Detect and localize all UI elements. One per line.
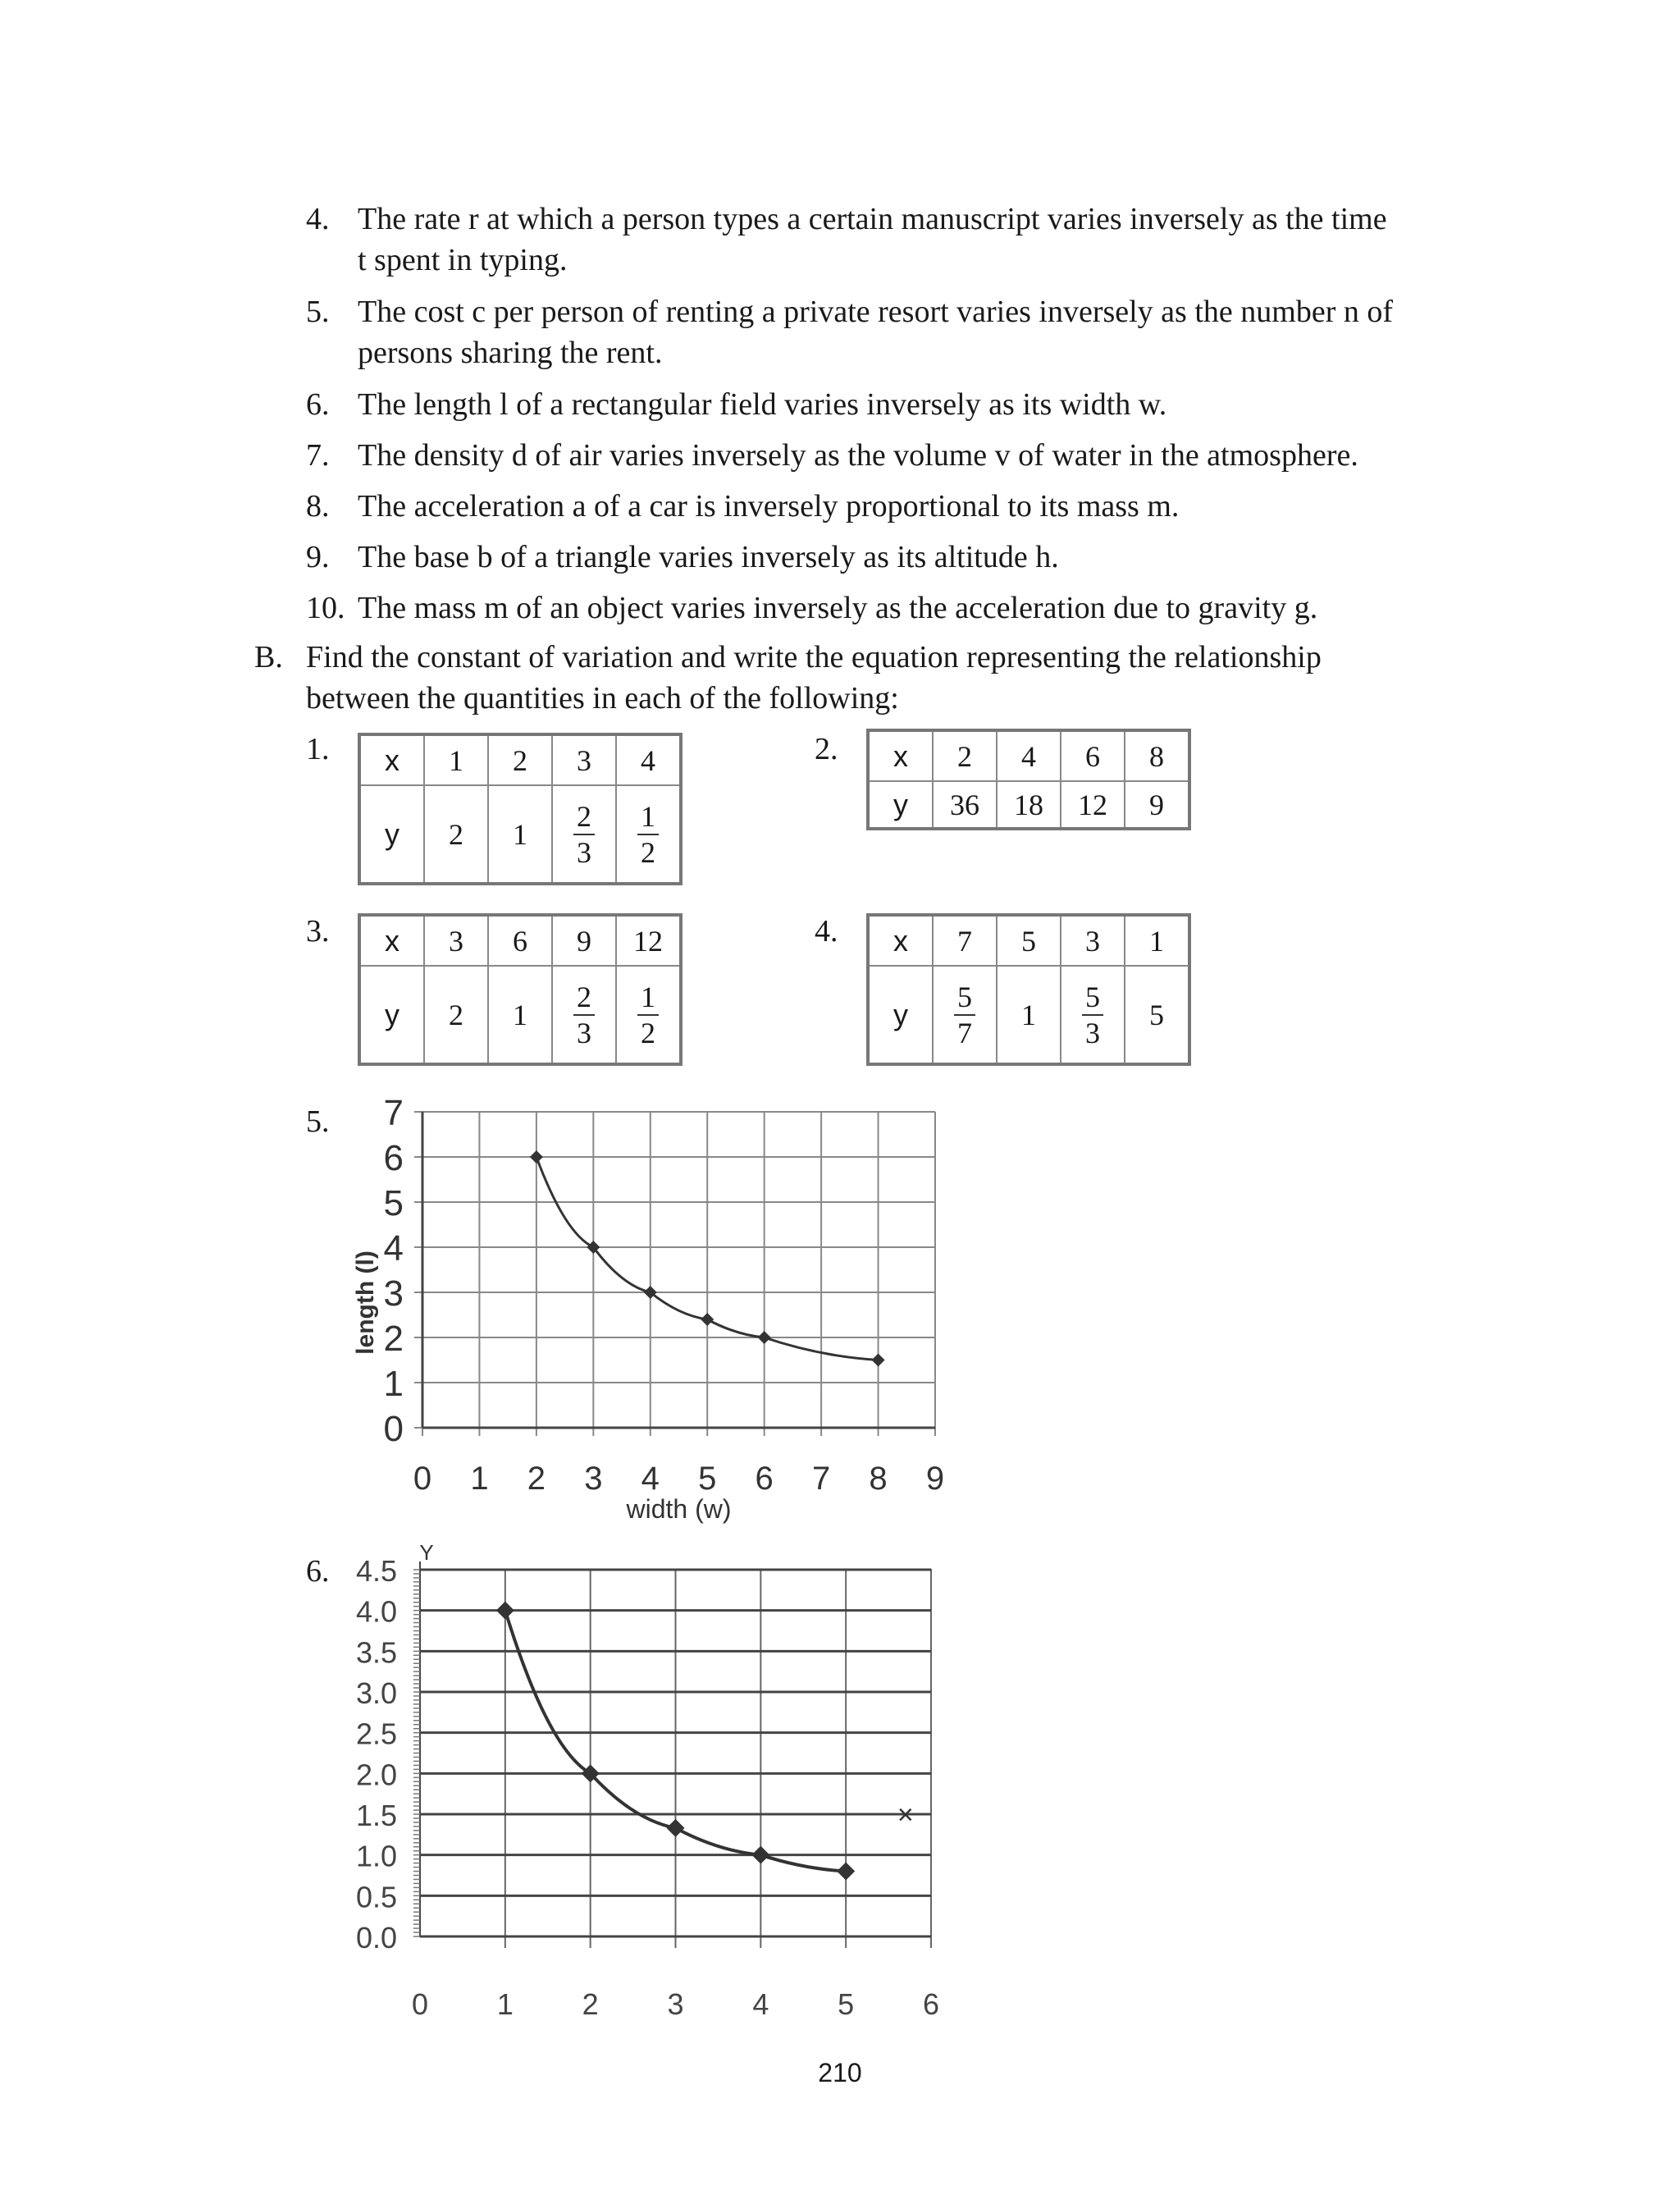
y-tick-label: 4 [383,1228,404,1269]
fraction [637,799,659,869]
x-label: x [868,915,933,966]
fraction [954,982,975,1048]
numerator: 2 [573,982,595,1016]
data-point [751,1846,769,1864]
item-text: The rate r at which a person types a certain manuscript varies inversely as the time [358,202,1387,236]
fraction-cell [933,966,997,1064]
value-cell: 9 [1125,781,1189,829]
y-tick-label: 1 [383,1364,404,1404]
item-text: The acceleration a of a car is inversely proportional to its mass m. [358,489,1180,523]
x-tick-label: 6 [922,1987,940,2021]
chart-y-vs-x [328,1530,952,2023]
numerator: 1 [637,982,659,1016]
table-row [359,966,681,1064]
value-cell: 1 [488,966,552,1064]
y-tick-label: 3.0 [355,1676,397,1710]
value-cell: 2 [424,966,488,1064]
item-number: 10. [306,591,345,625]
fraction [573,799,595,869]
data-point [758,1331,771,1344]
value-cell: 6 [1061,730,1125,781]
value-cell: 36 [933,781,997,829]
data-point [496,1602,514,1620]
value-cell: 7 [933,915,997,966]
table-row [868,966,1189,1064]
value-cell: 6 [488,915,552,966]
y-tick-label: 2.0 [355,1758,397,1792]
value-cell: 3 [424,915,488,966]
x-tick-label: 2 [582,1987,599,2021]
y-axis-title: Y [419,1540,434,1565]
table-row [868,781,1189,829]
x-tick-label: 1 [470,1461,489,1497]
chart-length-vs-width [328,1083,952,1543]
y-tick-label: 3.5 [355,1635,397,1670]
legend-marker: × [897,1799,914,1831]
value-cell: 4 [997,730,1061,781]
y-label: y [868,781,933,829]
x-tick-label: 5 [698,1461,717,1497]
y-tick-label: 4.0 [355,1594,397,1629]
numerator: 2 [573,802,595,835]
y-tick-label: 2 [383,1319,404,1359]
y-tick-label: 0 [383,1409,404,1449]
y-tick-label: 7 [383,1093,404,1133]
value-cell: 12 [1061,781,1125,829]
x-axis-label: width (w) [626,1494,732,1524]
xy-table [358,913,682,1066]
table-row [359,785,681,884]
item-number: 9. [306,540,330,574]
item-text: The length l of a rectangular field varies inversely as its width w. [358,387,1167,422]
y-tick-label: 4.5 [355,1554,397,1588]
x-tick-label: 6 [755,1461,774,1497]
y-tick-label: 6 [383,1138,404,1178]
value-cell: 1 [1125,915,1189,966]
table-row [359,734,681,785]
data-point [872,1354,885,1367]
table-row [868,730,1189,781]
chart-5-number: 5. [306,1104,330,1139]
value-cell: 12 [616,915,681,966]
fraction [573,982,595,1048]
chart-6-number: 6. [306,1554,330,1589]
section-b-instruction-line-1: Find the constant of variation and write the equation representing the relationship [306,640,1322,674]
x-label: x [359,915,424,966]
item-text: The base b of a triangle varies inversely as its altitude h. [358,540,1059,574]
value-cell: 5 [997,915,1061,966]
xy-table [866,913,1191,1066]
y-tick-label: 1.5 [355,1799,397,1832]
fraction-cell [616,785,681,884]
value-cell: 1 [488,785,552,884]
section-b-instruction-line-2: between the quantities in each of the following: [306,681,899,716]
x-tick-label: 7 [811,1461,831,1497]
x-tick-label: 3 [667,1987,684,2021]
x-label: x [359,734,424,785]
numerator: 5 [1082,982,1103,1016]
y-tick-label: 0.0 [355,1921,397,1955]
numerator: 1 [637,802,659,835]
denominator: 3 [1085,1016,1100,1049]
value-cell: 2 [933,730,997,781]
value-cell: 3 [1061,915,1125,966]
item-text: The cost c per person of renting a private resort varies inversely as the number n of [358,295,1393,329]
y-tick-label: 3 [383,1273,404,1314]
x-tick-label: 5 [838,1987,855,2021]
y-label: y [359,785,424,884]
fraction-cell [552,785,616,884]
item-text: The mass m of an object varies inversely as the acceleration due to gravity g. [358,591,1318,625]
x-tick-label: 0 [411,1987,429,2021]
x-tick-label: 4 [752,1987,769,2021]
table-number: 1. [306,732,330,766]
item-number: 4. [306,202,330,236]
table-number: 2. [815,732,838,766]
fraction-cell [1061,966,1125,1064]
xy-table [358,733,682,885]
denominator: 3 [577,835,591,869]
x-tick-label: 1 [496,1987,514,2021]
denominator: 2 [641,1016,655,1049]
fraction-cell [552,966,616,1064]
table-number: 3. [306,914,330,949]
fraction [637,982,659,1048]
item-text: The density d of air varies inversely as the volume v of water in the atmosphere. [358,438,1358,473]
table-row [868,915,1189,966]
x-tick-label: 9 [925,1461,945,1497]
value-cell: 9 [552,915,616,966]
y-tick-label: 0.5 [355,1880,397,1914]
x-tick-label: 0 [413,1461,432,1497]
value-cell: 4 [616,734,681,785]
section-b-letter: B. [254,640,283,674]
item-text: persons sharing the rent. [358,336,663,370]
item-number: 7. [306,438,330,473]
y-axis-label: length (l) [352,1250,379,1355]
table-number: 4. [815,914,838,949]
x-tick-label: 2 [527,1461,546,1497]
data-point [837,1863,855,1881]
y-label: y [868,966,933,1064]
item-text: t spent in typing. [358,243,568,277]
value-cell: 1 [997,966,1061,1064]
item-number: 5. [306,295,330,329]
item-number: 6. [306,387,330,422]
y-tick-label: 2.5 [355,1717,397,1751]
value-cell: 3 [552,734,616,785]
value-cell: 8 [1125,730,1189,781]
x-tick-label: 4 [641,1461,660,1497]
denominator: 2 [641,835,655,869]
x-tick-label: 3 [584,1461,603,1497]
data-point [530,1150,543,1164]
value-cell: 1 [424,734,488,785]
value-cell: 5 [1125,966,1189,1064]
value-cell: 18 [997,781,1061,829]
numerator: 5 [954,982,975,1016]
x-label: x [868,730,933,781]
data-point [667,1819,685,1837]
y-tick-label: 5 [383,1183,404,1223]
page-number: 210 [818,2058,862,2087]
item-number: 8. [306,489,330,523]
fraction-cell [616,966,681,1064]
data-point [701,1313,714,1326]
y-tick-label: 1.0 [355,1839,397,1873]
denominator: 7 [957,1016,972,1049]
y-label: y [359,966,424,1064]
value-cell: 2 [424,785,488,884]
table-row [359,915,681,966]
value-cell: 2 [488,734,552,785]
denominator: 3 [577,1016,591,1049]
fraction [1082,982,1103,1048]
xy-table [866,729,1191,830]
x-tick-label: 8 [869,1461,888,1497]
